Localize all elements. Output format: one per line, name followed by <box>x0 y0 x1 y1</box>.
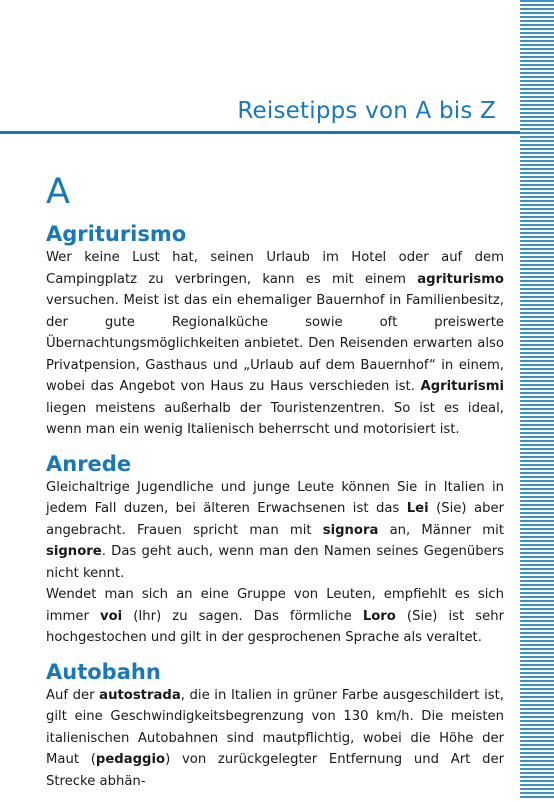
main-content <box>46 172 504 802</box>
entry-title: Anrede <box>46 451 132 476</box>
body-text: an, Männer mit <box>378 522 504 538</box>
bold-term: Agriturismi <box>420 379 504 394</box>
body-text: Wer keine Lust hat, seinen Urlaub im Hotel oder auf dem Campingplatz zu verbringen, kann es mit einem <box>46 250 504 287</box>
entry-title: Agriturismo <box>46 222 187 246</box>
entry-anrede <box>46 451 504 649</box>
body-text: (Sie) aber angebracht. Frauen spricht man mit <box>46 501 505 538</box>
page-title: Reisetipps von A bis Z <box>237 98 496 124</box>
body-text: liegen meistens außerhalb der Touristenzentren. So ist es ideal, wenn man ein wenig Italienisch beherrscht und motorisiert ist. <box>46 400 504 437</box>
bold-term: signora <box>322 522 379 538</box>
body-text: versuchen. Meist ist das ein ehemaliger Bauernhof in Familienbesitz, der gute Regionalküche sowie oft preiswerte Übernachtungsmöglichkeiten anbietet. Den Reisenden erwarten also Privatpension, Gasthaus und „Urlaub auf dem Bauernhof“ in einem, wobei das Angebot von Haus zu Haus verschieden ist. <box>46 293 504 394</box>
bold-term: pedaggio <box>95 752 166 767</box>
entry-body <box>46 247 504 441</box>
body-text: Wendet man sich an eine Gruppe von Leuten, empfiehlt es sich immer <box>46 587 504 624</box>
entry-body <box>46 685 504 793</box>
section-letter: A <box>46 172 70 212</box>
body-text: Auf der <box>46 687 100 703</box>
bold-term: autostrada <box>99 687 181 703</box>
body-text: Gleichaltrige Jugendliche und junge Leute können Sie in Italien in jedem Fall duzen, bei älteren Erwachsenen ist das <box>46 479 504 516</box>
entry-autobahn <box>46 659 504 793</box>
body-text: (Ihr) zu sagen. Das förmliche <box>122 608 363 624</box>
body-text: . Das geht auch, wenn man den Namen seines Gegenübers nicht kennt. <box>46 544 504 581</box>
entry-agriturismo <box>46 221 504 441</box>
bold-term: Lei <box>406 501 429 516</box>
body-text: (Sie) ist sehr hochgestochen und gilt in der gesprochenen Sprache als veraltet. <box>46 608 505 645</box>
header-divider <box>0 131 520 134</box>
bold-term: signore <box>46 544 102 559</box>
entry-body <box>46 477 504 649</box>
decorative-stripe-band <box>520 0 554 800</box>
entry-title: Autobahn <box>46 659 161 684</box>
bold-term: voi <box>99 608 123 624</box>
bold-term: Loro <box>362 608 396 624</box>
bold-term: agriturismo <box>417 271 504 287</box>
body-text: , die in Italien in grüner Farbe ausgeschildert ist, gilt eine Geschwindigkeitsbegrenzung von 130 km/h. Die meisten italienischen Autobahnen sind mautpflichtig, wobei die Höhe der Maut ( <box>46 687 504 767</box>
body-text: ) von zurückgelegter Entfernung und Art der Strecke abhän- <box>46 752 504 789</box>
